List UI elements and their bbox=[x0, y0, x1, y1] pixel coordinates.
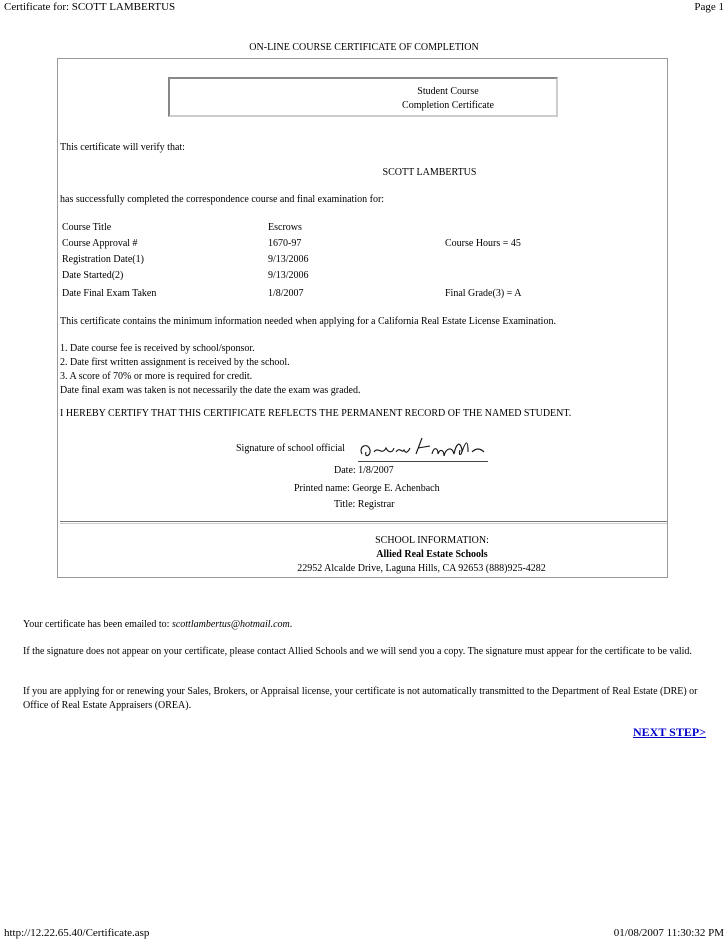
signature-label: Signature of school official bbox=[236, 443, 345, 454]
course-title-label: Course Title bbox=[62, 222, 112, 233]
registration-date-value: 9/13/2006 bbox=[268, 254, 309, 265]
final-grade: Final Grade(3) = A bbox=[445, 288, 522, 299]
signature-date: Date: 1/8/2007 bbox=[334, 465, 394, 476]
certificate-title-line2: Completion Certificate bbox=[402, 100, 494, 111]
emailed-notice bbox=[23, 618, 713, 632]
printed-name: Printed name: George E. Achenbach bbox=[294, 483, 440, 494]
signature-note: If the signature does not appear on your certificate, please contact Allied Schools and we will send you a copy. The signature must appear for the certificate to be valid. bbox=[23, 646, 692, 657]
certificate-title-box bbox=[168, 77, 558, 117]
footnote-2: 2. Date first written assignment is received by the school. bbox=[60, 357, 290, 368]
license-note: If you are applying for or renewing your Sales, Brokers, or Appraisal license, your certificate is not automatically transmitted to the Department of Real Estate (DRE) or Office of Real Estate Appraisers (OREA). bbox=[23, 686, 698, 711]
course-approval-value: 1670-97 bbox=[268, 238, 302, 249]
school-info-label: SCHOOL INFORMATION: bbox=[375, 535, 489, 546]
footnotes bbox=[60, 342, 360, 398]
certify-statement: I HEREBY CERTIFY THAT THIS CERTIFICATE REFLECTS THE PERMANENT RECORD OF THE NAMED STUDENT. bbox=[60, 408, 572, 419]
footnote-1: 1. Date course fee is received by school/sponsor. bbox=[60, 343, 255, 354]
signature-line bbox=[358, 461, 488, 462]
certificate-title-line1: Student Course bbox=[417, 86, 479, 97]
course-hours: Course Hours = 45 bbox=[445, 238, 521, 249]
final-exam-label: Date Final Exam Taken bbox=[62, 288, 157, 299]
print-footer-url: http://12.22.65.40/Certificate.asp bbox=[4, 927, 150, 939]
date-started-value: 9/13/2006 bbox=[268, 270, 309, 281]
registration-date-label: Registration Date(1) bbox=[62, 254, 144, 265]
print-footer-timestamp: 01/08/2007 11:30:32 PM bbox=[613, 927, 724, 939]
email-address: scottlambertus@hotmail.com bbox=[171, 619, 290, 630]
footnote-3: 3. A score of 70% or more is required for credit. bbox=[60, 371, 253, 382]
completed-text: has successfully completed the correspondence course and final examination for: bbox=[60, 194, 385, 205]
emailed-prefix: Your certificate has been emailed to: bbox=[23, 619, 172, 630]
divider-shadow bbox=[60, 523, 667, 524]
divider bbox=[60, 521, 667, 522]
course-title-value: Escrows bbox=[268, 222, 302, 233]
course-approval-label: Course Approval # bbox=[62, 238, 138, 249]
school-address: 22952 Alcalde Drive, Laguna Hills, CA 92653 (888)925-4282 bbox=[297, 563, 546, 574]
date-started-label: Date Started(2) bbox=[62, 270, 124, 281]
student-name: SCOTT LAMBERTUS bbox=[382, 167, 477, 178]
verify-text: This certificate will verify that: bbox=[60, 142, 185, 153]
next-step-link[interactable]: NEXT STEP> bbox=[633, 725, 706, 739]
certificate-heading: ON-LINE COURSE CERTIFICATE OF COMPLETION bbox=[249, 42, 479, 53]
official-title: Title: Registrar bbox=[334, 499, 395, 510]
print-header-title: Certificate for: SCOTT LAMBERTUS bbox=[4, 1, 176, 13]
emailed-suffix: . bbox=[289, 619, 293, 630]
print-header-page: Page 1 bbox=[694, 1, 724, 13]
handwritten-signature bbox=[356, 434, 492, 464]
final-exam-value: 1/8/2007 bbox=[268, 288, 304, 299]
min-info-text: This certificate contains the minimum information needed when applying for a California Real Estate License Examination. bbox=[60, 316, 556, 327]
footnote-4: Date final exam was taken is not necessarily the date the exam was graded. bbox=[60, 385, 361, 396]
school-name: Allied Real Estate Schools bbox=[376, 549, 488, 560]
